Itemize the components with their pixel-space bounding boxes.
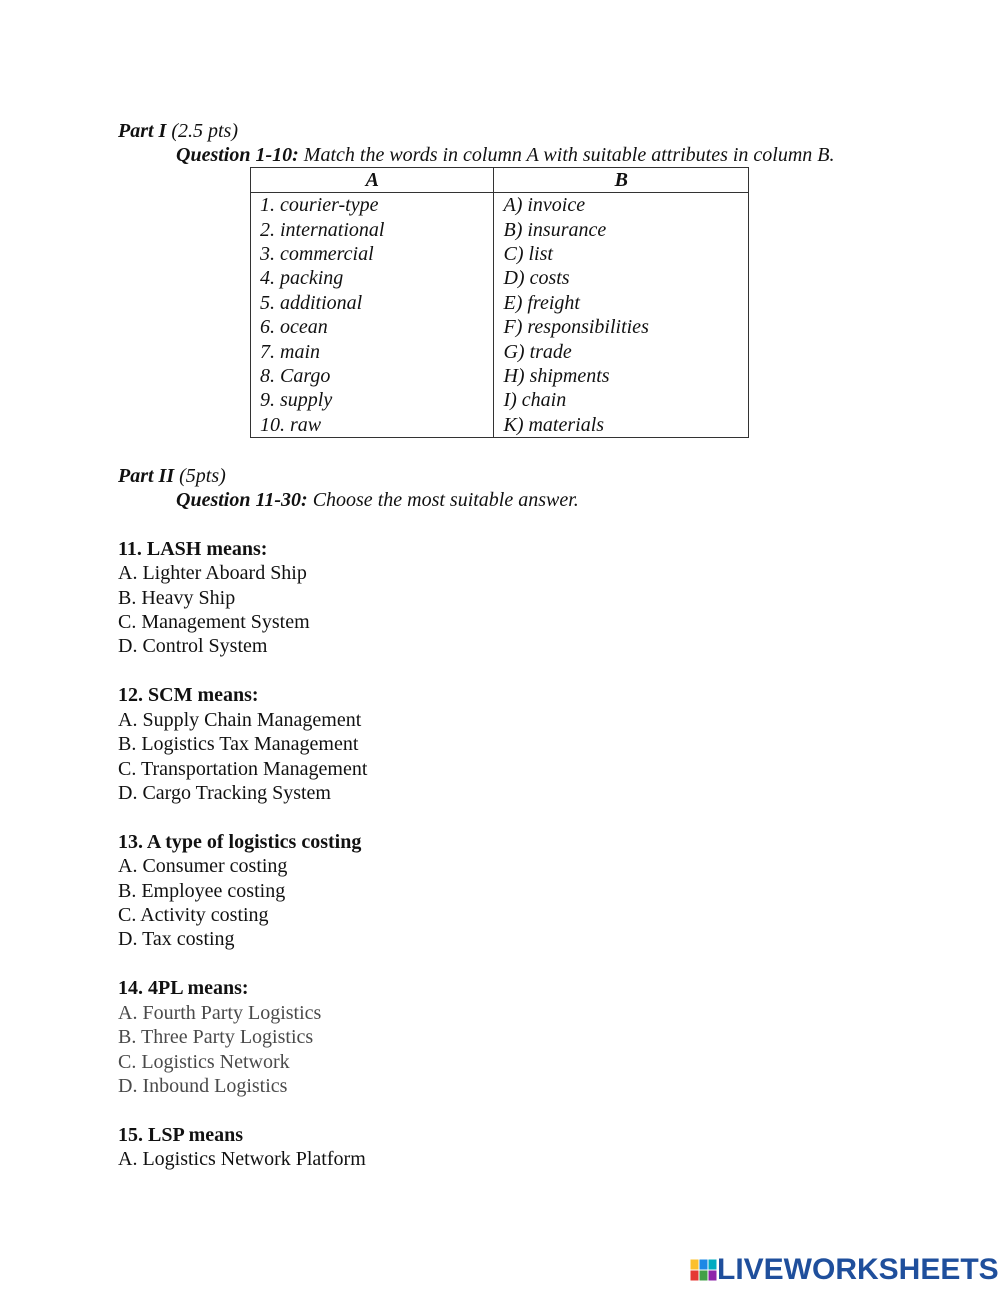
table-row — [251, 339, 749, 363]
column-b-cell: E) freight — [494, 291, 749, 315]
question-12-option-c[interactable]: C. Transportation Management — [118, 758, 368, 780]
column-a-cell: 6. ocean — [251, 315, 494, 339]
question-13-option-a[interactable]: A. Consumer costing — [118, 855, 288, 877]
question-14-text: 14. 4PL means: — [118, 977, 249, 999]
table-row — [251, 266, 749, 290]
part-1-points: (2.5 pts) — [166, 120, 239, 142]
column-a-cell: 9. supply — [251, 388, 494, 412]
question-13-option-b[interactable]: B. Employee costing — [118, 880, 286, 902]
question-11-option-b[interactable]: B. Heavy Ship — [118, 587, 236, 609]
table-row — [251, 388, 749, 412]
question-15-text: 15. LSP means — [118, 1124, 244, 1146]
column-a-cell: 5. additional — [251, 291, 494, 315]
table-row — [251, 315, 749, 339]
part-2-heading — [118, 464, 226, 488]
question-13-text: 13. A type of logistics costing — [118, 831, 362, 853]
part-2-title: Part II — [118, 465, 175, 487]
column-b-cell: C) list — [494, 242, 749, 266]
column-a-cell: 3. commercial — [251, 242, 494, 266]
part-1-instruction — [176, 143, 835, 167]
column-b-cell: H) shipments — [494, 364, 749, 388]
question-14-option-c[interactable]: C. Logistics Network — [118, 1051, 290, 1073]
part-1-question-text: Match the words in column A with suitable attributes in column B. — [298, 144, 835, 166]
column-b-cell: A) invoice — [494, 193, 749, 218]
question-12-option-a[interactable]: A. Supply Chain Management — [118, 709, 362, 731]
column-a-cell: 7. main — [251, 339, 494, 363]
column-a-cell: 1. courier-type — [251, 193, 494, 218]
question-12-text: 12. SCM means: — [118, 684, 259, 706]
column-a-header: A — [251, 168, 494, 193]
table-row — [251, 242, 749, 266]
liveworksheets-logo — [693, 1254, 999, 1286]
column-b-cell: F) responsibilities — [494, 315, 749, 339]
liveworksheets-logo-text: LIVEWORKSHEETS — [717, 1253, 999, 1286]
question-13-option-d[interactable]: D. Tax costing — [118, 928, 235, 950]
column-b-cell: B) insurance — [494, 217, 749, 241]
part-2-instruction — [176, 488, 579, 512]
table-row — [251, 364, 749, 388]
column-b-cell: I) chain — [494, 388, 749, 412]
column-b-cell: D) costs — [494, 266, 749, 290]
question-14-option-d[interactable]: D. Inbound Logistics — [118, 1075, 288, 1097]
part-1-question-label: Question 1-10: — [176, 144, 299, 166]
column-a-cell: 2. international — [251, 217, 494, 241]
column-b-cell: G) trade — [494, 339, 749, 363]
liveworksheets-logo-icon — [691, 1260, 717, 1281]
part-1-heading — [118, 119, 238, 143]
question-11-option-c[interactable]: C. Management System — [118, 611, 310, 633]
question-11-option-d[interactable]: D. Control System — [118, 635, 268, 657]
table-row — [251, 413, 749, 438]
question-11-option-a[interactable]: A. Lighter Aboard Ship — [118, 562, 307, 584]
table-row — [251, 193, 749, 218]
part-2-question-text: Choose the most suitable answer. — [307, 489, 579, 511]
part-1-title: Part I — [118, 120, 167, 142]
question-14-option-a[interactable]: A. Fourth Party Logistics — [118, 1002, 322, 1024]
question-12-option-b[interactable]: B. Logistics Tax Management — [118, 733, 359, 755]
column-a-cell: 8. Cargo — [251, 364, 494, 388]
question-13-option-c[interactable]: C. Activity costing — [118, 904, 269, 926]
column-b-header: B — [494, 168, 749, 193]
table-row — [251, 291, 749, 315]
column-a-cell: 4. packing — [251, 266, 494, 290]
column-b-cell: K) materials — [494, 413, 749, 438]
matching-table — [250, 167, 749, 438]
question-15-option-a[interactable]: A. Logistics Network Platform — [118, 1148, 366, 1170]
column-a-cell: 10. raw — [251, 413, 494, 438]
question-14-option-b[interactable]: B. Three Party Logistics — [118, 1026, 314, 1048]
question-12-option-d[interactable]: D. Cargo Tracking System — [118, 782, 331, 804]
part-2-points: (5pts) — [174, 465, 226, 487]
part-2-question-label: Question 11-30: — [176, 489, 308, 511]
question-11-text: 11. LASH means: — [118, 538, 268, 560]
table-row — [251, 217, 749, 241]
